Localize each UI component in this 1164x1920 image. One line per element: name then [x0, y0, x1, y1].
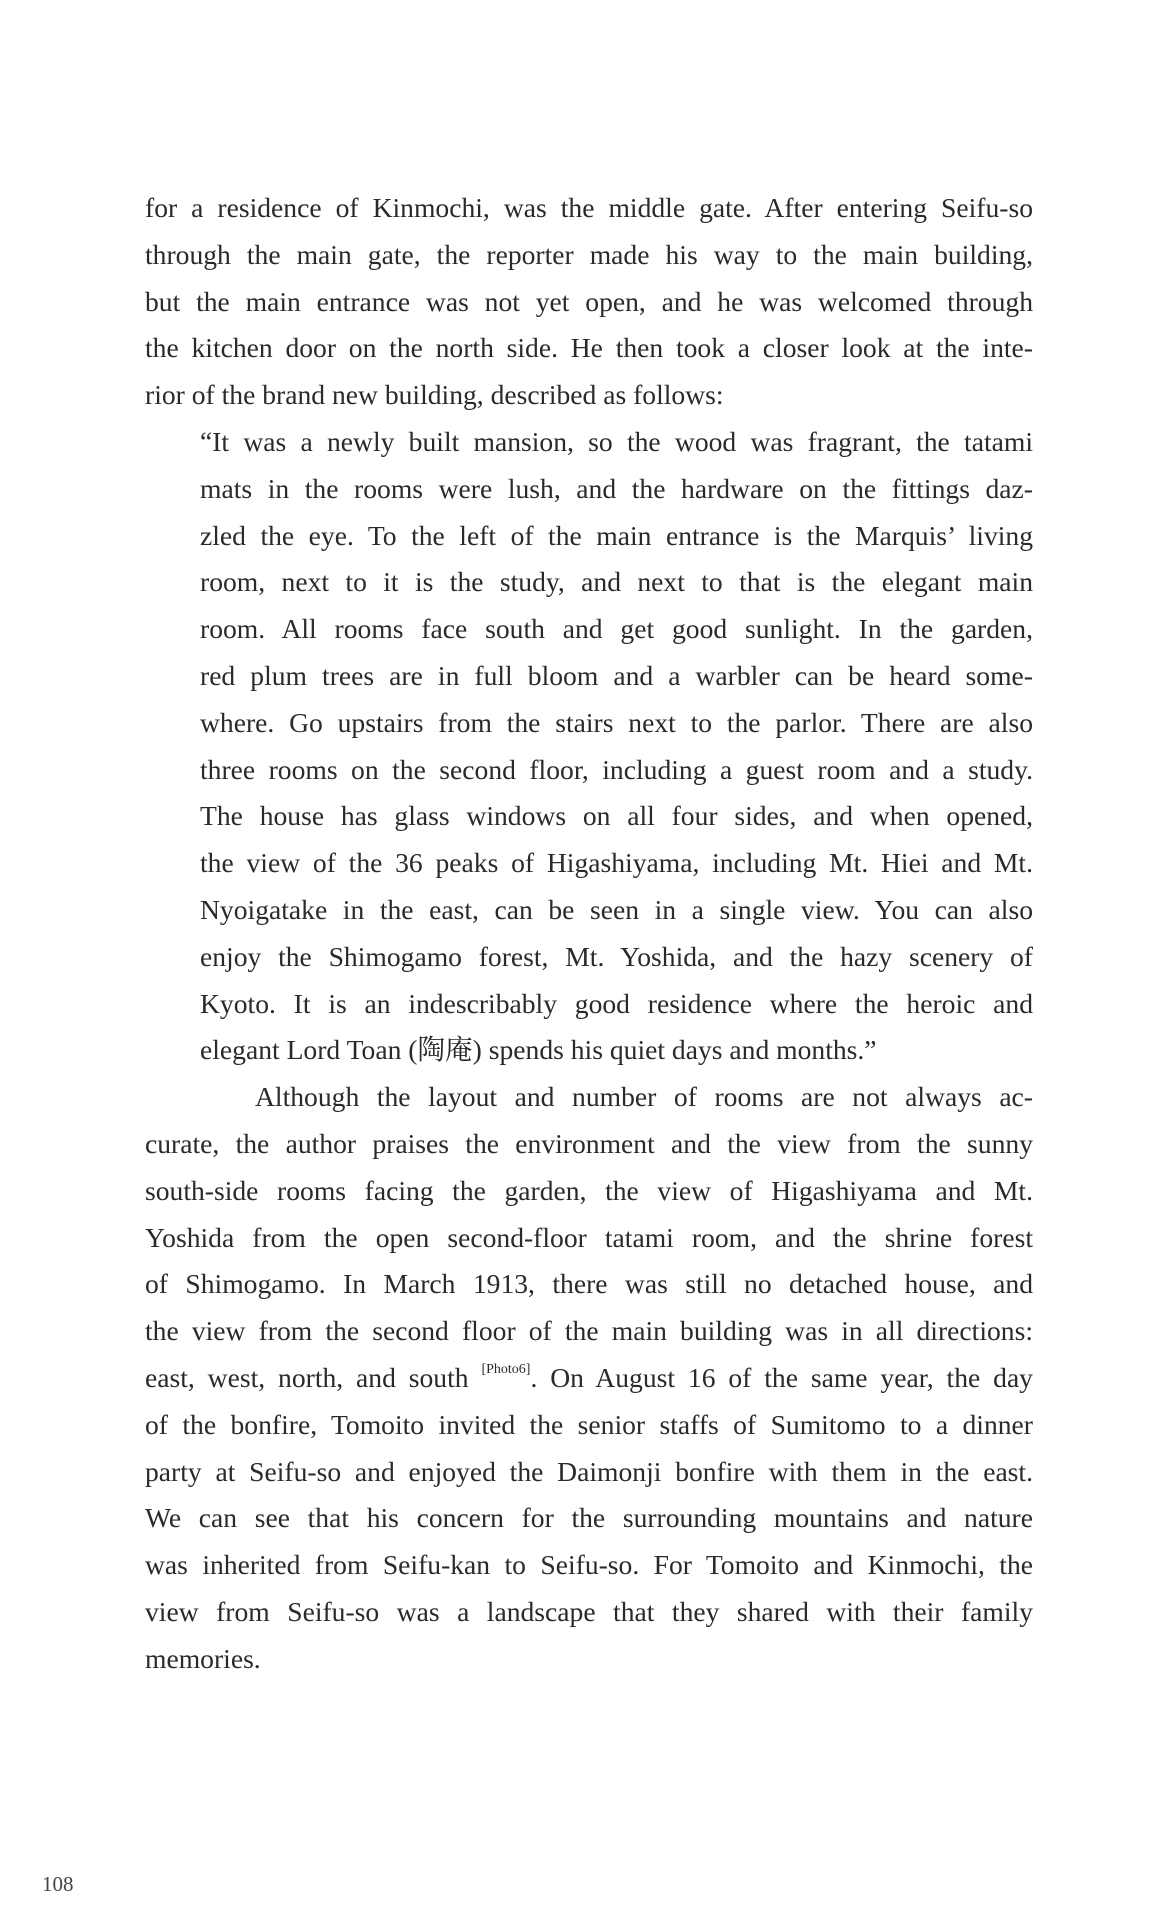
- text-line: the view from the second floor of the main building was in all directions:: [145, 1315, 1033, 1347]
- text-line: We can see that his concern for the surrounding mountains and nature: [145, 1502, 1033, 1534]
- text-line-with-reference: [145, 1355, 1033, 1402]
- text-line: but the main entrance was not yet open, and he was welcomed through: [145, 285, 1033, 317]
- text-line: memories.: [145, 1642, 261, 1674]
- text-line: Although the layout and number of rooms are not always ac-: [255, 1081, 1033, 1113]
- page-number: 108: [42, 1872, 74, 1896]
- quote-line: zled the eye. To the left of the main entrance is the Marquis’ living: [200, 519, 1033, 551]
- quote-line: Nyoigatake in the east, can be seen in a single view. You can also: [200, 893, 1033, 925]
- quote-line: where. Go upstairs from the stairs next to the parlor. There are also: [200, 706, 1033, 738]
- text-line: rior of the brand new building, described as follows:: [145, 379, 724, 411]
- body-text: [145, 185, 1033, 1683]
- text-fragment: . On August 16 of the same year, the day: [530, 1361, 1033, 1393]
- text-line: view from Seifu-so was a landscape that they shared with their family: [145, 1595, 1033, 1627]
- quote-line: Kyoto. It is an indescribably good residence where the heroic and: [200, 987, 1033, 1019]
- quote-line: The house has glass windows on all four sides, and when opened,: [200, 800, 1033, 832]
- text-line: south-side rooms facing the garden, the view of Higashiyama and Mt.: [145, 1174, 1033, 1206]
- quote-line: three rooms on the second floor, including a guest room and a study.: [200, 753, 1033, 785]
- text-fragment: east, west, north, and south: [145, 1361, 482, 1393]
- quote-line: enjoy the Shimogamo forest, Mt. Yoshida, and the hazy scenery of: [200, 940, 1033, 972]
- text-line: Yoshida from the open second-floor tatami room, and the shrine forest: [145, 1221, 1033, 1253]
- text-line: of Shimogamo. In March 1913, there was still no detached house, and: [145, 1268, 1033, 1300]
- quote-line: “It was a newly built mansion, so the wood was fragrant, the tatami: [200, 425, 1033, 457]
- paragraph: [145, 1074, 1033, 1682]
- quote-line: room, next to it is the study, and next to that is the elegant main: [200, 566, 1033, 598]
- text-line: of the bonfire, Tomoito invited the senior staffs of Sumitomo to a dinner: [145, 1408, 1033, 1440]
- text-line: party at Seifu-so and enjoyed the Daimonji bonfire with them in the east.: [145, 1455, 1033, 1487]
- photo-reference: [Photo6]: [481, 1361, 531, 1377]
- block-quote: [145, 419, 1033, 1074]
- quote-line: elegant Lord Toan (陶庵) spends his quiet days and months.”: [200, 1034, 877, 1066]
- quote-line: red plum trees are in full bloom and a warbler can be heard some-: [200, 659, 1033, 691]
- quote-line: mats in the rooms were lush, and the hardware on the fittings daz-: [200, 472, 1033, 504]
- text-line: through the main gate, the reporter made his way to the main building,: [145, 238, 1033, 270]
- quote-line: room. All rooms face south and get good sunlight. In the garden,: [200, 613, 1033, 645]
- text-line: for a residence of Kinmochi, was the middle gate. After entering Seifu-so: [145, 192, 1033, 223]
- paragraph-continuation: [145, 185, 1033, 419]
- text-line: was inherited from Seifu-kan to Seifu-so. For Tomoito and Kinmochi, the: [145, 1549, 1033, 1581]
- text-line: curate, the author praises the environment and the view from the sunny: [145, 1127, 1033, 1159]
- text-line: the kitchen door on the north side. He then took a closer look at the inte-: [145, 332, 1033, 364]
- quote-line: the view of the 36 peaks of Higashiyama, including Mt. Hiei and Mt.: [200, 847, 1033, 879]
